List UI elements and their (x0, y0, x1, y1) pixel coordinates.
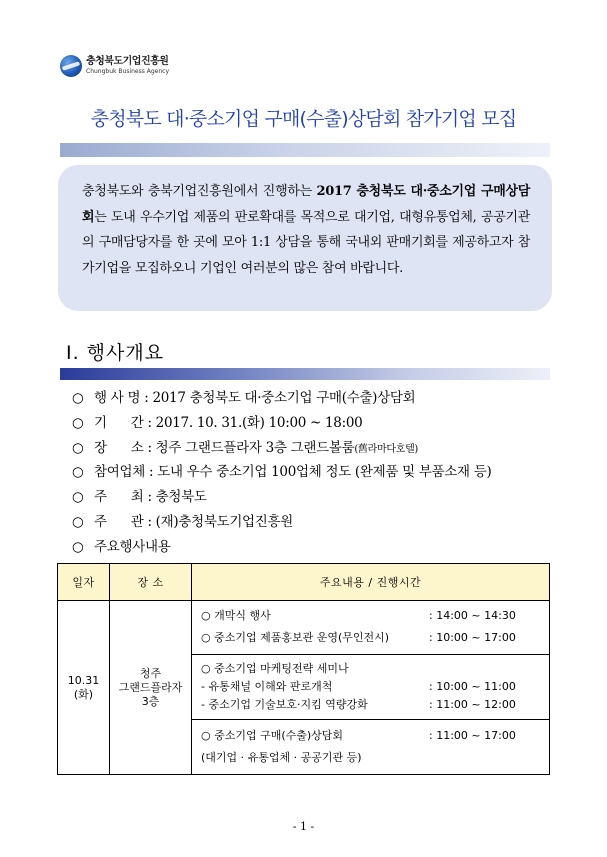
org-logo (60, 55, 169, 77)
overview-label: 주요행사내용 (94, 538, 171, 555)
intro-box (58, 165, 552, 311)
overview-value: : 충청북도 (147, 489, 207, 506)
activity-time: : 11:00 ~ 17:00 (429, 729, 516, 742)
overview-item-venue (72, 436, 492, 461)
activity-text: ○ 중소기업 마케팅전략 세미나 (201, 662, 349, 675)
overview-label: 행 사 명 (94, 390, 141, 406)
intro-text-2: 는 도내 우수기업 제품의 판로확대를 목적으로 대기업, 대형유통업체, 공공기관의 구매담당자를 한 곳에 모아 1:1 상담을 통해 국내외 판매기회를 제공하고자 참가기업을 모집하오니 기업인 여러분의 많은 참여 바랍니다. (82, 209, 530, 276)
intro-text-1: 충청북도와 충북기업진흥원에서 진행하는 (82, 184, 317, 199)
section-gradient-bar (60, 368, 550, 380)
place-line: 청주 (139, 666, 162, 680)
overview-list (72, 386, 492, 560)
activity-group-cell (192, 601, 550, 655)
circle-bullet-icon: ○ (72, 390, 84, 406)
schedule-table (57, 563, 550, 775)
activity-text: - 중소기업 기술보호·지킴 역량강화 (201, 698, 368, 711)
activity-line (201, 678, 548, 696)
activity-line (201, 696, 548, 714)
overview-label: 기 간 (94, 414, 144, 431)
overview-label: 장 소 (94, 439, 144, 456)
org-name (86, 57, 169, 75)
place-cell (110, 601, 192, 775)
activity-time: : 11:00 ~ 12:00 (429, 698, 516, 711)
header-content: 주요내용 / 진행시간 (192, 564, 550, 601)
circle-bullet-icon: ○ (72, 439, 84, 456)
overview-label: 주 관 (94, 513, 144, 530)
overview-note: (舊라마다호텔) (354, 443, 419, 455)
activity-group-cell (192, 655, 550, 720)
overview-value: : 2017. 10. 31.(화) 10:00 ~ 18:00 (147, 414, 363, 431)
overview-item-period (72, 411, 492, 436)
overview-item-participants (72, 460, 492, 485)
activity-text: (대기업 · 유통업체 · 공공기관 등) (201, 751, 362, 764)
activity-line (201, 725, 548, 747)
overview-item-main-events (72, 535, 492, 560)
circle-bullet-icon: ○ (72, 513, 84, 530)
activity-line (201, 627, 548, 649)
activity-text: ○ 중소기업 구매(수출)상담회 (201, 729, 344, 742)
activity-line (201, 747, 548, 769)
overview-value: : 청주 그랜드플라자 3층 그랜드볼룸 (147, 439, 355, 456)
header-place: 장 소 (110, 564, 192, 601)
table-row (58, 601, 550, 655)
date-cell (58, 601, 110, 775)
date-line: 10.31 (67, 673, 100, 687)
circle-bullet-icon: ○ (72, 489, 84, 506)
activity-line (201, 605, 548, 627)
activity-time: : 10:00 ~ 17:00 (429, 631, 516, 644)
place-line: 그랜드플라자 (118, 680, 183, 694)
activity-line (201, 660, 548, 678)
activity-time: : 10:00 ~ 11:00 (429, 680, 516, 693)
circle-bullet-icon: ○ (72, 464, 84, 481)
activity-text: - 유통채널 이해와 판로개척 (201, 680, 333, 693)
overview-value: : (재)충청북도기업진흥원 (147, 513, 294, 530)
weekday-line: (화) (73, 687, 94, 701)
globe-logo-icon (60, 55, 82, 77)
overview-value: : 2017 충청북도 대·중소기업 구매(수출)상담회 (144, 390, 416, 406)
overview-label: 참여업체 (94, 464, 145, 481)
activity-text: ○ 중소기업 제품홍보관 운영(무인전시) (201, 631, 390, 644)
overview-label: 주 최 (94, 489, 144, 506)
page-number: - 1 - (292, 820, 315, 833)
overview-value: : 도내 우수 중소기업 100업체 정도 (완제품 및 부품소재 등) (148, 464, 492, 481)
circle-bullet-icon: ○ (72, 414, 84, 431)
circle-bullet-icon: ○ (72, 538, 84, 555)
section-title: Ⅰ. 행사개요 (66, 342, 165, 364)
org-name-ko: 충청북도기업진흥원 (86, 56, 169, 67)
activity-group-cell (192, 720, 550, 775)
overview-item-organizer (72, 510, 492, 535)
activity-text: ○ 개막식 행사 (201, 609, 271, 622)
place-line: 3층 (141, 694, 160, 708)
overview-item-event-name (72, 386, 492, 411)
document-title: 충청북도 대·중소기업 구매(수출)상담회 참가기업 모집 (90, 108, 517, 130)
title-gradient-bar (60, 143, 550, 157)
header-date: 일자 (58, 564, 110, 601)
org-name-en: Chungbuk Business Agency (86, 68, 170, 75)
schedule-header-row (58, 564, 550, 601)
intro-text-bold: 2017 충청북도 대·중소기업 구매상담회 (82, 184, 530, 225)
activity-time: : 14:00 ~ 14:30 (429, 609, 516, 622)
overview-item-host (72, 485, 492, 510)
